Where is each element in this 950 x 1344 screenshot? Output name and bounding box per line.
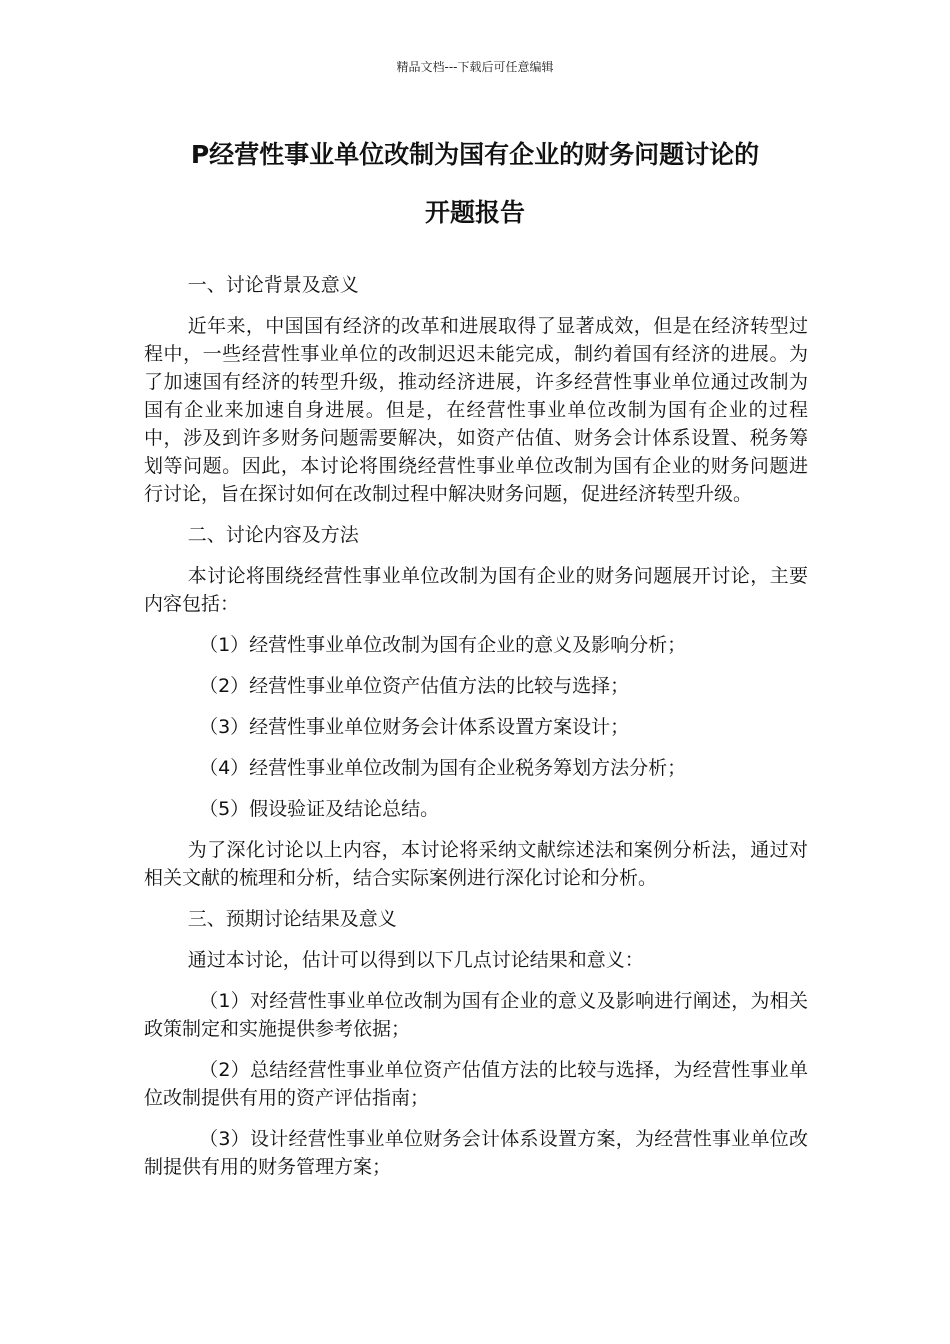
list-item: （3）设计经营性事业单位财务会计体系设置方案，为经营性事业单位改制提供有用的财务管理方案；	[144, 1128, 808, 1178]
section-heading-expected-results: 三、预期讨论结果及意义	[187, 908, 397, 930]
list-item: （4）经营性事业单位改制为国有企业税务筹划方法分析；	[199, 757, 687, 779]
page-header: 精品文档---下载后可任意编辑	[396, 60, 554, 74]
document-title-line-1: P经营性事业单位改制为国有企业的财务问题讨论的	[190, 140, 760, 169]
section-heading-background: 一、讨论背景及意义	[187, 274, 359, 296]
document-body	[144, 271, 808, 1194]
list-item: （3）经营性事业单位财务会计体系设置方案设计；	[199, 716, 630, 738]
list-item: （2）经营性事业单位资产估值方法的比较与选择；	[199, 675, 630, 697]
list-item: （1）经营性事业单位改制为国有企业的意义及影响分析；	[199, 634, 687, 656]
paragraph-method: 为了深化讨论以上内容，本讨论将采纳文献综述法和案例分析法，通过对相关文献的梳理和分析，结合实际案例进行深化讨论和分析。	[144, 839, 808, 889]
paragraph-background: 近年来，中国国有经济的改革和进展取得了显著成效，但是在经济转型过程中，一些经营性事业单位的改制迟迟未能完成，制约着国有经济的进展。为了加速国有经济的转型升级，推动经济进展，许多经营性事业单位通过改制为国有企业来加速自身进展。但是，在经营性事业单位改制为国有企业的过程中，涉及到许多财务问题需要解决，如资产估值、财务会计体系设置、税务筹划等问题。因此，本讨论将围绕经营性事业单位改制为国有企业的财务问题进行讨论，旨在探讨如何在改制过程中解决财务问题，促进经济转型升级。	[144, 315, 808, 505]
list-item: （5）假设验证及结论总结。	[199, 798, 440, 820]
paragraph-content-intro: 本讨论将围绕经营性事业单位改制为国有企业的财务问题展开讨论，主要内容包括：	[144, 565, 808, 615]
paragraph-results-intro: 通过本讨论，估计可以得到以下几点讨论结果和意义：	[187, 949, 644, 971]
section-heading-content-method: 二、讨论内容及方法	[187, 524, 359, 546]
document-title-line-2: 开题报告	[424, 198, 525, 227]
list-item: （2）总结经营性事业单位资产估值方法的比较与选择，为经营性事业单位改制提供有用的资产评估指南；	[144, 1059, 808, 1109]
list-item: （1）对经营性事业单位改制为国有企业的意义及影响进行阐述，为相关政策制定和实施提供参考依据；	[144, 990, 808, 1040]
